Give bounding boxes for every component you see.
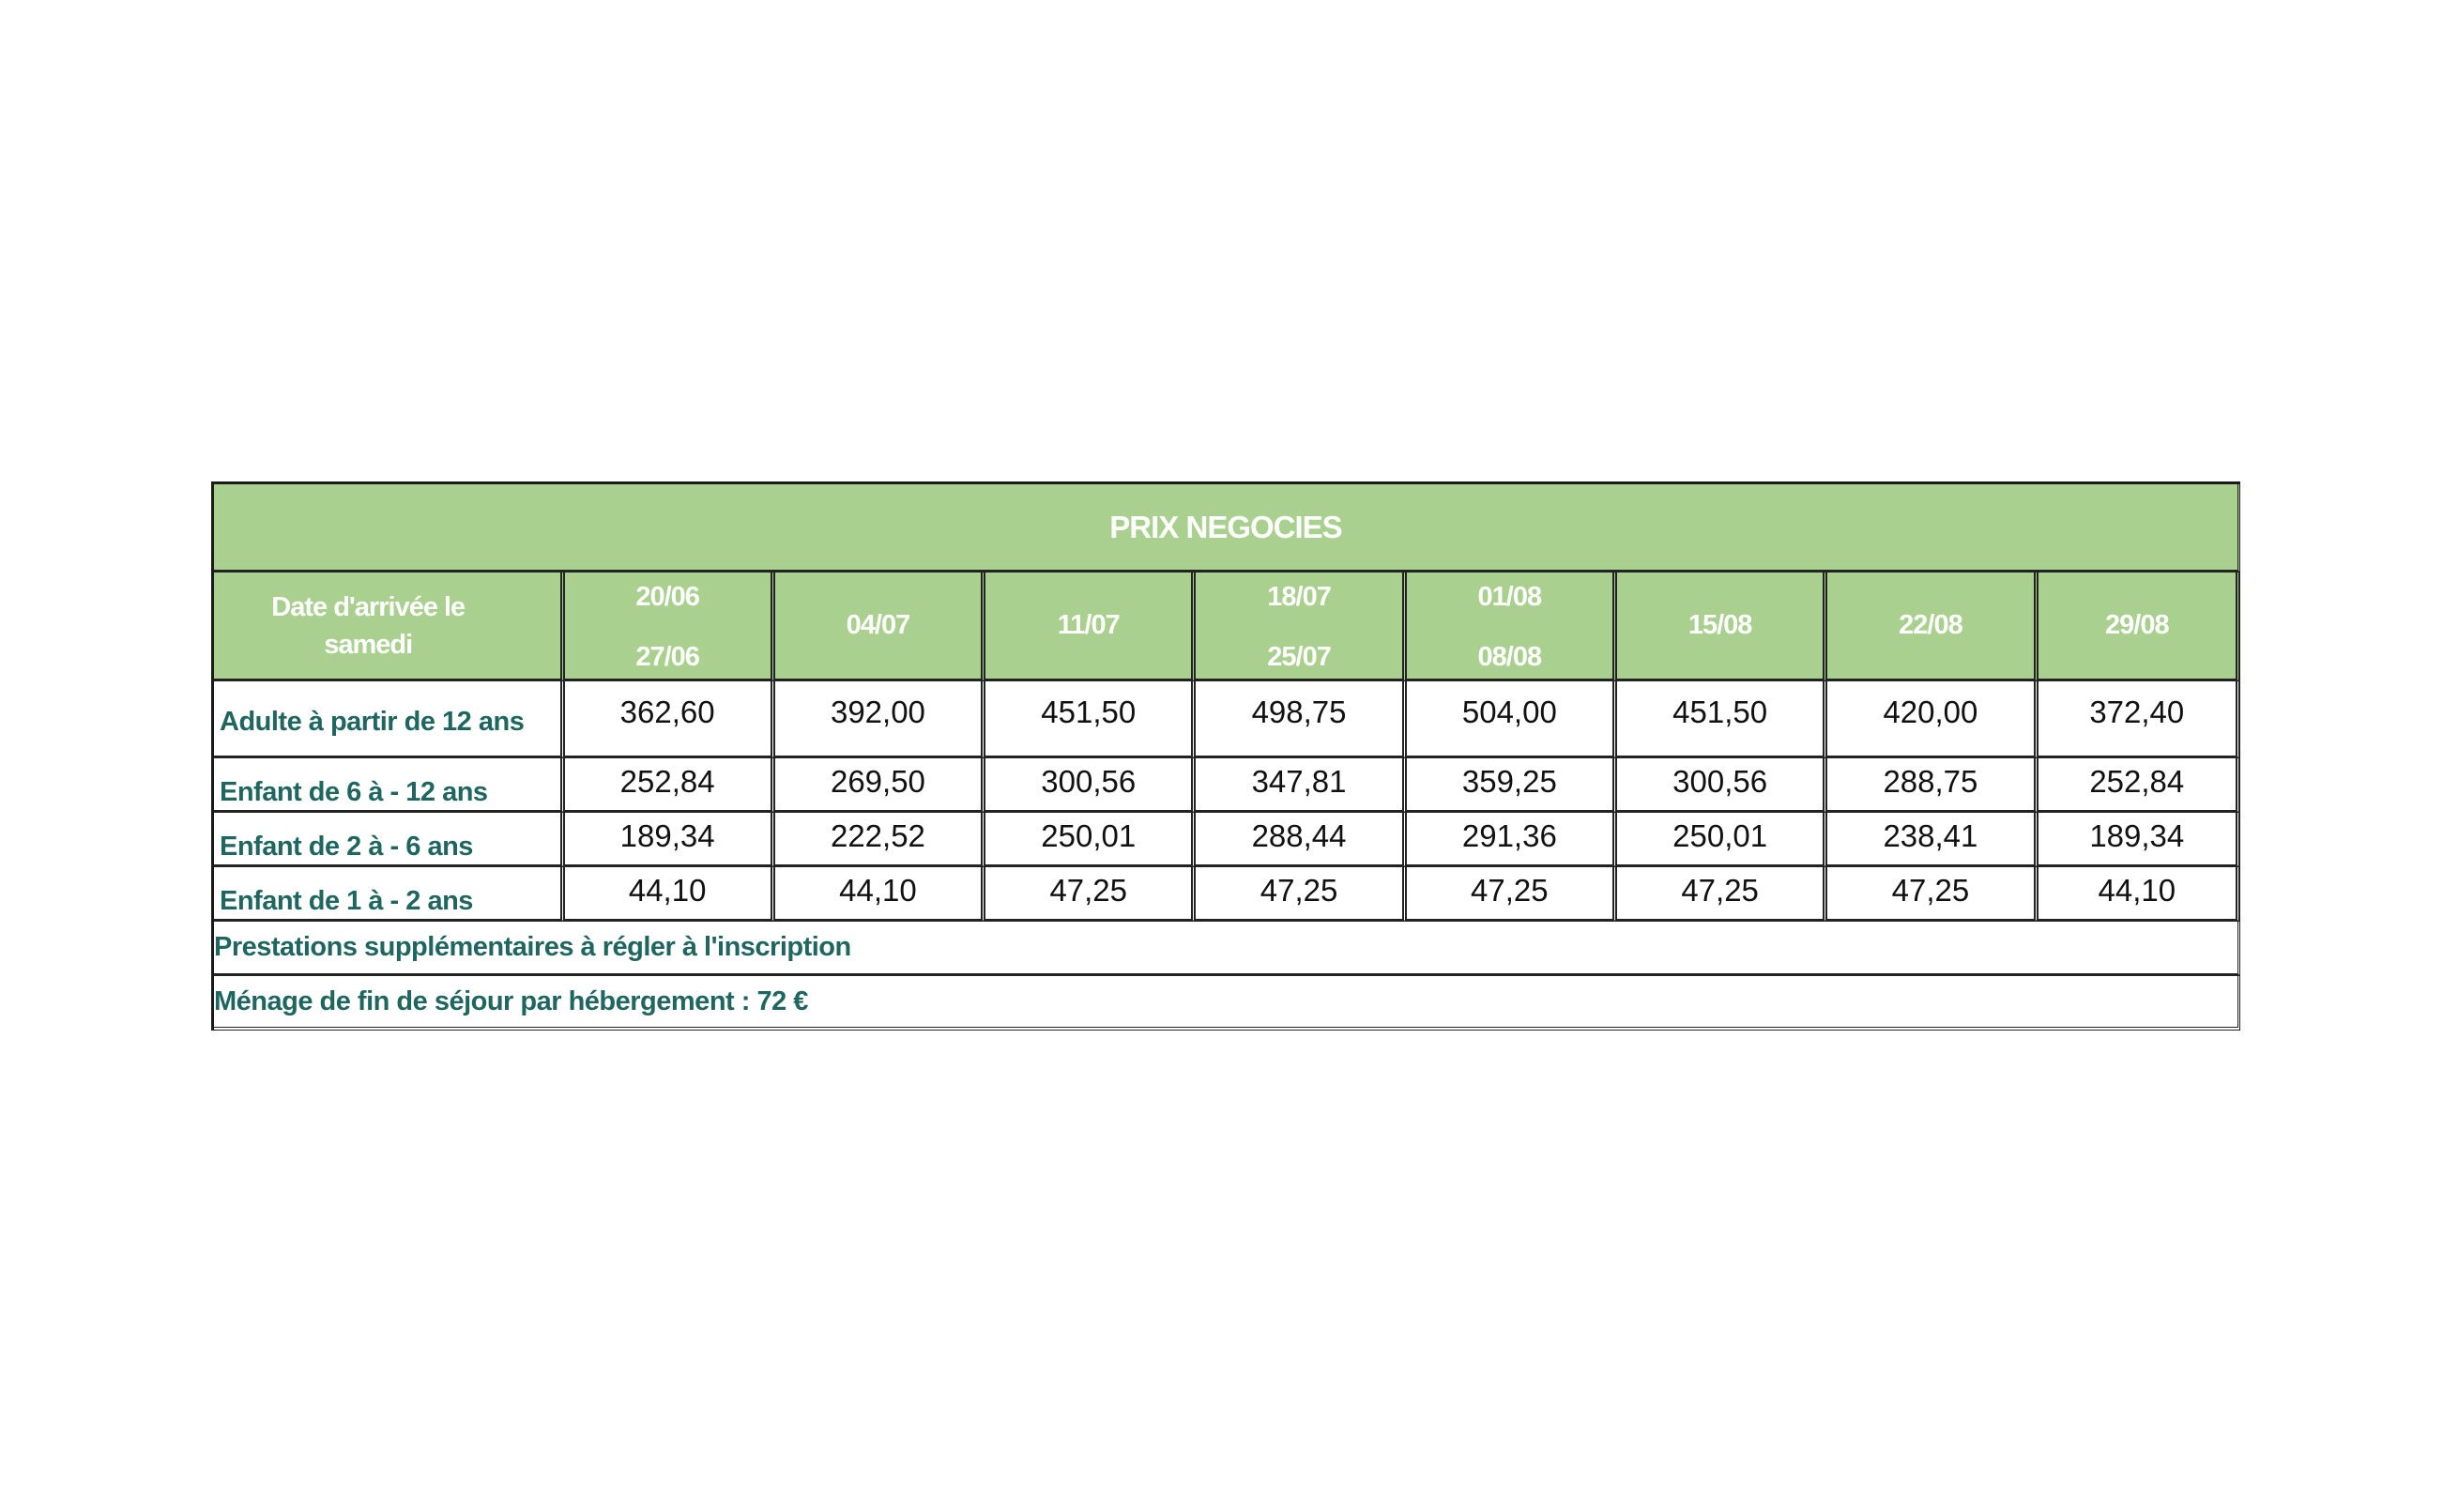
- price-cell: 47,25: [1407, 867, 1617, 922]
- date-column-header: 22/08: [1827, 573, 2038, 681]
- price-cell: 44,10: [565, 867, 775, 922]
- price-cell: 300,56: [1617, 758, 1827, 813]
- price-cell: 347,81: [1196, 758, 1406, 813]
- price-cell: 392,00: [775, 681, 985, 758]
- table-row: [214, 758, 2240, 813]
- table-title: PRIX NEGOCIES: [214, 484, 2240, 573]
- price-table-container: [211, 481, 2240, 1031]
- title-row: [214, 484, 2240, 573]
- price-cell: 47,25: [985, 867, 1196, 922]
- arrival-date-header: Date d'arrivée le samedi: [214, 573, 565, 681]
- price-cell: 252,84: [565, 758, 775, 813]
- price-cell: 269,50: [775, 758, 985, 813]
- date-column-header: 29/08: [2038, 573, 2240, 681]
- note-row: [214, 976, 2240, 1031]
- date-header-row: [214, 573, 2240, 681]
- price-cell: 359,25: [1407, 758, 1617, 813]
- additional-services-note: Prestations supplémentaires à régler à l'inscription: [214, 922, 2240, 976]
- date-column-header: 20/06 27/06: [565, 573, 775, 681]
- price-cell: 222,52: [775, 813, 985, 867]
- price-cell: 504,00: [1407, 681, 1617, 758]
- price-cell: 451,50: [985, 681, 1196, 758]
- cleaning-fee-note: Ménage de fin de séjour par hébergement : 72 €: [214, 976, 2240, 1031]
- table-row: [214, 681, 2240, 758]
- price-cell: 252,84: [2038, 758, 2240, 813]
- price-cell: 498,75: [1196, 681, 1406, 758]
- row-label: Enfant de 2 à - 6 ans: [214, 813, 565, 867]
- price-cell: 451,50: [1617, 681, 1827, 758]
- date-column-header: 15/08: [1617, 573, 1827, 681]
- date-column-header: 04/07: [775, 573, 985, 681]
- price-table: [211, 481, 2240, 1031]
- price-cell: 362,60: [565, 681, 775, 758]
- price-cell: 300,56: [985, 758, 1196, 813]
- price-cell: 44,10: [2038, 867, 2240, 922]
- price-cell: 288,75: [1827, 758, 2038, 813]
- price-cell: 238,41: [1827, 813, 2038, 867]
- date-column-header: 11/07: [985, 573, 1196, 681]
- date-column-header: 18/07 25/07: [1196, 573, 1406, 681]
- price-cell: 291,36: [1407, 813, 1617, 867]
- row-label: Enfant de 1 à - 2 ans: [214, 867, 565, 922]
- price-cell: 47,25: [1196, 867, 1406, 922]
- price-cell: 47,25: [1827, 867, 2038, 922]
- price-cell: 189,34: [2038, 813, 2240, 867]
- price-cell: 288,44: [1196, 813, 1406, 867]
- price-cell: 47,25: [1617, 867, 1827, 922]
- price-cell: 189,34: [565, 813, 775, 867]
- price-cell: 250,01: [985, 813, 1196, 867]
- row-label: Adulte à partir de 12 ans: [214, 681, 565, 758]
- note-row: [214, 922, 2240, 976]
- price-cell: 420,00: [1827, 681, 2038, 758]
- price-cell: 44,10: [775, 867, 985, 922]
- table-row: [214, 867, 2240, 922]
- table-row: [214, 813, 2240, 867]
- price-cell: 372,40: [2038, 681, 2240, 758]
- row-label: Enfant de 6 à - 12 ans: [214, 758, 565, 813]
- price-cell: 250,01: [1617, 813, 1827, 867]
- date-column-header: 01/08 08/08: [1407, 573, 1617, 681]
